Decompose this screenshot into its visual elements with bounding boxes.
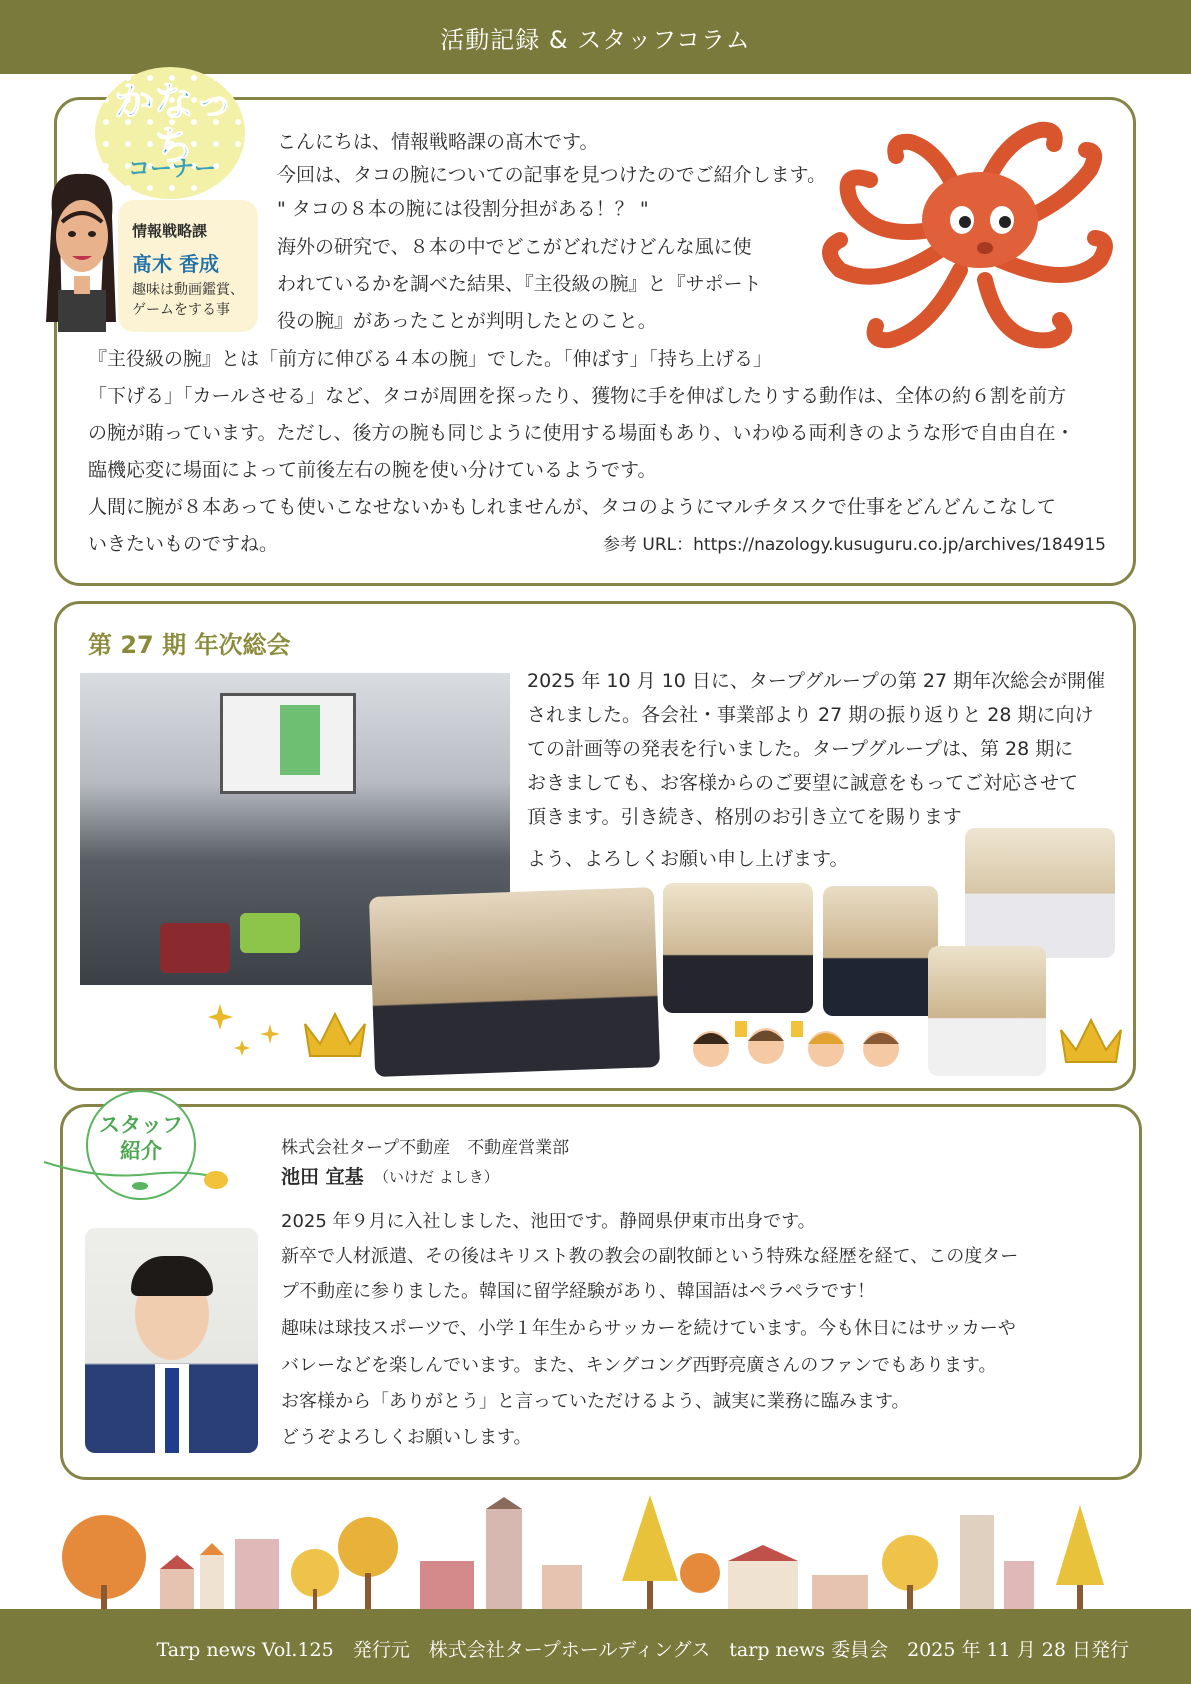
staff-line: 2025 年９月に入社しました、池田です。静岡県伊東市出身です。 (281, 1211, 816, 1232)
column-line: 海外の研究で、８本の中でどこがどれだけどんな風に使 (277, 236, 752, 258)
meeting-line: 頂きます。引き続き、格別のお引き立てを賜ります (527, 806, 962, 828)
meeting-line: されました。各会社・事業部より 27 期の振り返りと 28 期に向け (527, 704, 1094, 726)
author-name: 髙木 香成 (132, 252, 219, 276)
crown-icon (300, 1004, 370, 1064)
column-line: " タコの８本の腕には役割分担がある！？ " (277, 198, 649, 220)
staff-name-reading: （いけだ よしき） (374, 1168, 499, 1186)
meeting-line: ての計画等の発表を行いました。タープグループは、第 28 期に (527, 738, 1074, 760)
award-photo-2 (663, 883, 813, 1013)
staff-line: 趣味は球技スポーツで、小学１年生からサッカーを続けています。今も休日にはサッカーや (281, 1318, 1016, 1339)
staff-line: どうぞよろしくお願いします。 (281, 1427, 532, 1448)
award-photo-3 (823, 886, 938, 1016)
meeting-line: おきましても、お客様からのご要望に誠意をもってご対応させて (527, 772, 1079, 794)
staff-portrait-photo (85, 1228, 258, 1453)
page-header (0, 0, 1191, 74)
page-header-title: 活動記録 & スタッフコラム (440, 25, 751, 54)
staff-line: バレーなどを楽しんでいます。また、キングコング西野亮廣さんのファンでもあります。 (281, 1355, 997, 1376)
footer-publication-info: Tarp news Vol.125 発行元 株式会社タープホールディングス tarp news 委員会 2025 年 11 月 28 日発行 (156, 1639, 1129, 1661)
crown-icon (1056, 1010, 1126, 1070)
author-hobby: 趣味は動画鑑賞、 ゲームをする事 (132, 282, 244, 318)
column-line: 「下げる」「カールさせる」など、タコが周囲を探ったり、獲物に手を伸ばしたりする動作は、全体の約６割を前方 (88, 385, 1067, 407)
corner-badge-title: かなっち (114, 79, 234, 169)
award-photo-4 (965, 828, 1115, 958)
meeting-line: 2025 年 10 月 10 日に、タープグループの第 27 期年次総会が開催 (527, 670, 1106, 692)
meeting-line: よう、よろしくお願い申し上げます。 (527, 848, 849, 870)
sparkle-icon (208, 1000, 298, 1060)
column-line: 『主役級の腕』とは「前方に伸びる４本の腕」でした。「伸ばす」「持ち上げる」 (88, 348, 773, 370)
award-photo-5 (928, 946, 1046, 1076)
town-illustration (60, 1485, 1140, 1609)
award-photo-1 (369, 887, 660, 1077)
author-avatar-illustration (38, 172, 124, 332)
column-line: 臨機応変に場面によって前後左右の腕を使い分けているようです。 (88, 459, 657, 481)
corner-badge-subtitle: コーナー (127, 157, 216, 182)
column-line: の腕が賄っています。ただし、後方の腕も同じように使用する場面もあり、いわゆる両利きのような形で自由自在・ (88, 422, 1075, 444)
column-line: われているかを調べた結果、『主役級の腕』と『サポート (277, 273, 762, 295)
flower-vine-icon (40, 1150, 230, 1210)
staff-name: 池田 宜基 (281, 1166, 364, 1188)
column-line: 役の腕』があったことが判明したとのこと。 (277, 310, 657, 332)
staff-line: 新卒で人材派遣、その後はキリスト教の教会の副牧師という特殊な経歴を経て、この度ター (281, 1246, 1019, 1267)
reference-url: 参考 URL：https://nazology.kusuguru.co.jp/archives/184915 (603, 535, 1106, 555)
column-line: いきたいものですね。 (88, 533, 279, 555)
octopus-illustration (810, 120, 1130, 360)
staff-line: お客様から「ありがとう」と言っていただけるよう、誠実に業務に臨みます。 (281, 1391, 910, 1412)
staff-company: 株式会社タープ不動産 不動産営業部 (281, 1138, 570, 1158)
column-line: 今回は、タコの腕についての記事を見つけたのでご紹介します。 (277, 164, 827, 186)
author-department: 情報戦略課 (132, 222, 208, 240)
staff-line: プ不動産に参りました。韓国に留学経験があり、韓国語はペラペラです！ (281, 1281, 875, 1302)
cheering-people-illustration (686, 1014, 916, 1084)
column-line: 人間に腕が８本あっても使いこなせないかもしれませんが、タコのようにマルチタスクで仕事をどんどんこなして (88, 496, 1056, 518)
meeting-title: 第 27 期 年次総会 (88, 631, 291, 659)
staff-badge-text: スタッフ 紹介 (99, 1113, 183, 1163)
column-line: こんにちは、情報戦略課の髙木です。 (277, 131, 599, 153)
